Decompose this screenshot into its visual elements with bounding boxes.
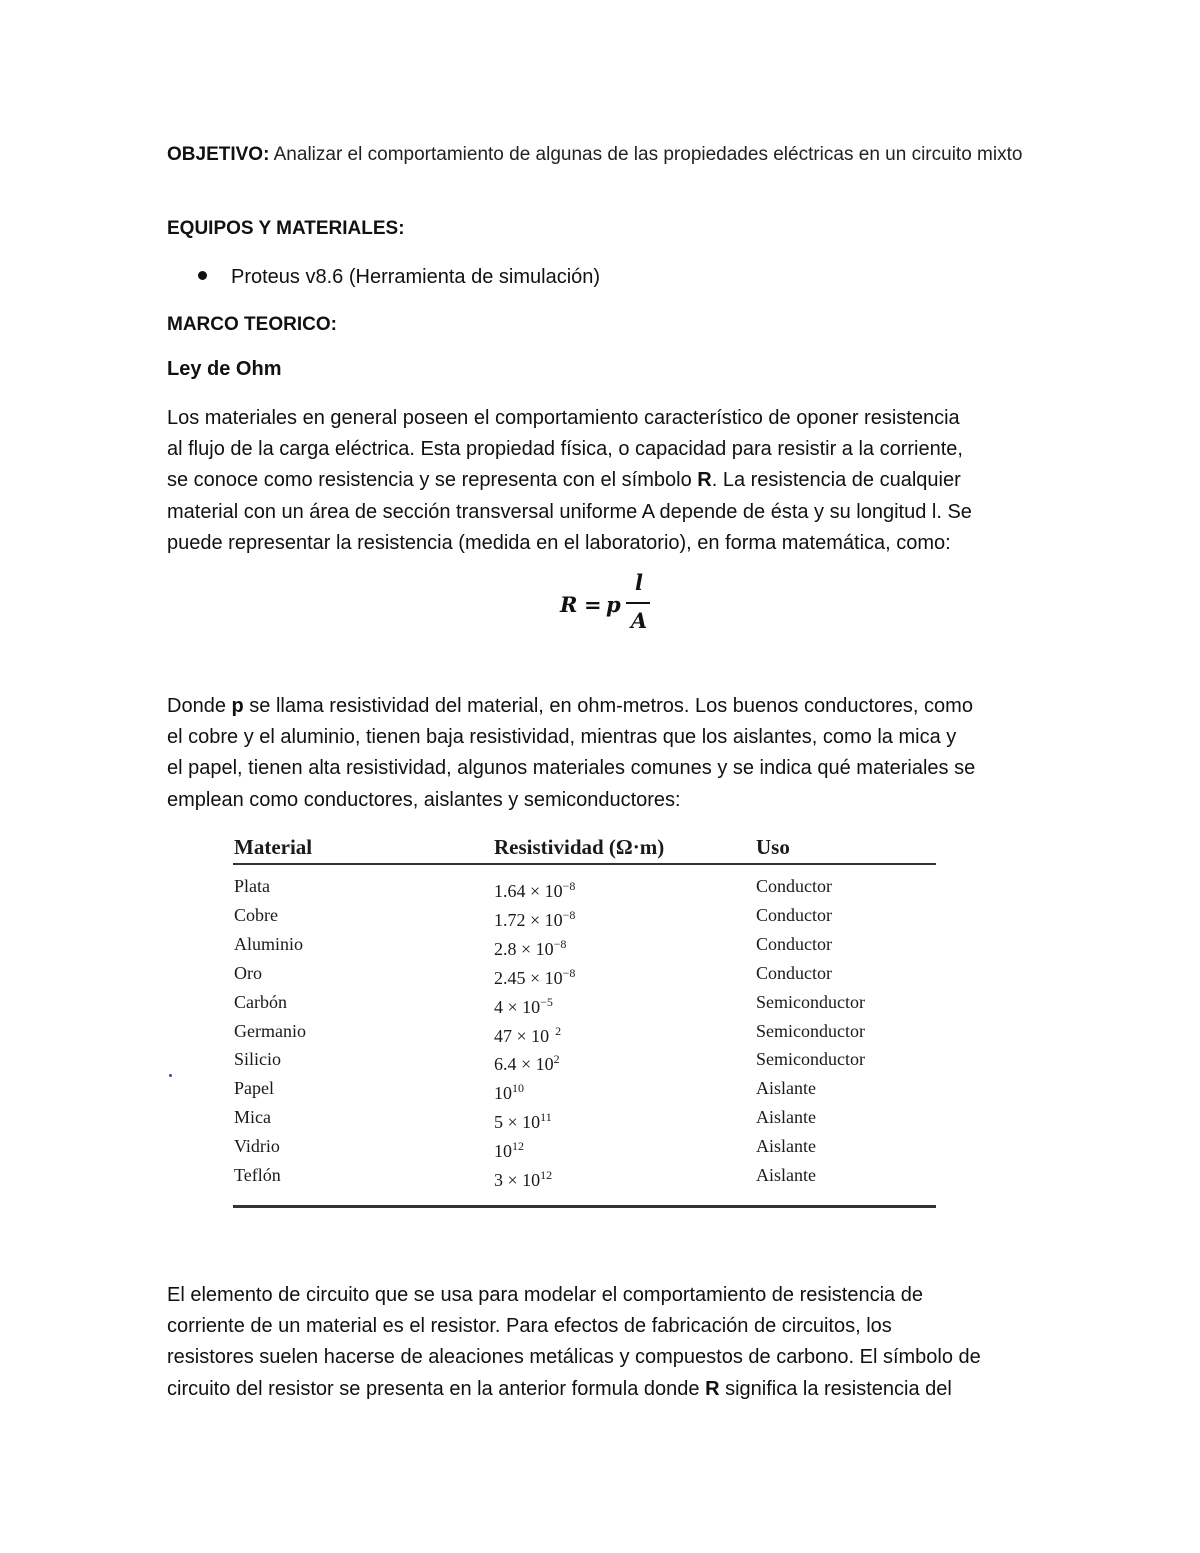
cell-uso: Aislante bbox=[756, 1078, 816, 1099]
text-line: puede representar la resistencia (medida en el laboratorio), en forma matemática, como: bbox=[167, 531, 951, 554]
cell-material: Papel bbox=[234, 1078, 274, 1099]
cell-uso: Conductor bbox=[756, 962, 832, 983]
ley-ohm-subheading: Ley de Ohm bbox=[167, 358, 282, 380]
table-row bbox=[233, 1132, 937, 1161]
resistividad-exponent: 2 bbox=[553, 1052, 560, 1067]
resistividad-base: 1.64 × 10 bbox=[494, 881, 563, 901]
symbol-p: p bbox=[231, 695, 244, 717]
formula-lhs: R bbox=[560, 592, 578, 617]
formula-equals: = bbox=[584, 592, 602, 617]
formula-numerator: l bbox=[635, 570, 643, 595]
resistividad-base: 5 × 10 bbox=[494, 1112, 541, 1133]
resistencia-paragraph bbox=[167, 403, 1047, 559]
text-span: Donde bbox=[167, 695, 232, 717]
text-line bbox=[167, 691, 1047, 722]
table-row bbox=[233, 959, 937, 988]
formula-coefficient: p bbox=[606, 592, 621, 617]
cell-material: Teflón bbox=[234, 1165, 281, 1185]
resistividad-exponent: −5 bbox=[540, 994, 553, 1009]
cell-material: Silicio bbox=[234, 1049, 282, 1070]
text-span: se conoce como resistencia y se representa con el símbolo bbox=[167, 469, 698, 492]
equipos-list-item bbox=[198, 266, 600, 289]
resistividad-exponent: −8 bbox=[553, 936, 567, 951]
text-span: circuito del resistor se presenta en la anterior formula donde bbox=[167, 1377, 706, 1400]
table-header-resistividad: Resistividad (Ω·m) bbox=[494, 835, 665, 859]
text-line: al flujo de la carga eléctrica. Esta propiedad física, o capacidad para resistir a la corriente, bbox=[167, 438, 963, 461]
resistividad-exponent: 11 bbox=[540, 1110, 552, 1125]
cell-material: Vidrio bbox=[234, 1136, 280, 1157]
marco-heading: MARCO TEORICO: bbox=[167, 314, 337, 335]
resistor-paragraph bbox=[167, 1280, 1047, 1405]
cell-material: Oro bbox=[234, 962, 262, 983]
resistividad-exponent: −8 bbox=[562, 879, 576, 893]
cell-uso: Conductor bbox=[756, 876, 832, 896]
fraction-bar bbox=[626, 602, 650, 604]
cell-uso: Semiconductor bbox=[756, 1049, 865, 1070]
cell-uso: Conductor bbox=[756, 933, 832, 954]
table-header-uso: Uso bbox=[756, 835, 790, 859]
resistivity-table bbox=[233, 832, 937, 1210]
resistividad-base: 3 × 10 bbox=[494, 1170, 541, 1190]
text-span: significa la resistencia del bbox=[719, 1377, 952, 1400]
resistividad-paragraph bbox=[167, 691, 1047, 816]
cell-uso: Aislante bbox=[756, 1107, 816, 1128]
table-row bbox=[233, 872, 937, 901]
text-line: emplean como conductores, aislantes y semiconductores: bbox=[167, 788, 681, 811]
text-line: material con un área de sección transversal uniforme A depende de ésta y su longitud l. Se bbox=[167, 500, 972, 523]
equipos-item-text: Proteus v8.6 (Herramienta de simulación) bbox=[231, 266, 601, 288]
table-row bbox=[233, 1074, 937, 1103]
cell-resistividad bbox=[494, 1161, 552, 1195]
text-line: Los materiales en general poseen el comportamiento característico de oponer resistencia bbox=[167, 407, 960, 429]
text-line: el papel, tienen alta resistividad, algunos materiales comunes y se indica qué materiales se bbox=[167, 757, 976, 780]
cell-uso: Aislante bbox=[756, 1165, 816, 1185]
text-line bbox=[167, 1374, 1047, 1405]
resistividad-base: 47 × 10 bbox=[494, 1025, 550, 1046]
table-top-rule bbox=[233, 863, 936, 865]
resistividad-exponent: 12 bbox=[512, 1139, 524, 1154]
resistividad-base: 10 bbox=[494, 1083, 512, 1104]
table-bottom-rule bbox=[233, 1205, 936, 1208]
resistividad-base: 10 bbox=[494, 1141, 512, 1162]
table-row bbox=[233, 1103, 937, 1132]
cell-material: Plata bbox=[234, 876, 270, 896]
resistividad-exponent: 2 bbox=[549, 1023, 562, 1038]
stray-mark bbox=[169, 1074, 172, 1077]
cell-material: Germanio bbox=[234, 1020, 306, 1041]
text-line: corriente de un material es el resistor. Para efectos de fabricación de circuitos, los bbox=[167, 1315, 892, 1338]
resistividad-base: 6.4 × 10 bbox=[494, 1054, 554, 1075]
symbol-r: R bbox=[705, 1377, 720, 1400]
objetivo-text: Analizar el comportamiento de algunas de las propiedades eléctricas en un circuito mixto bbox=[269, 144, 1023, 165]
formula-denominator: A bbox=[630, 608, 648, 633]
table-row bbox=[233, 988, 937, 1017]
table-row bbox=[233, 1017, 937, 1046]
table-row bbox=[233, 930, 937, 959]
cell-uso: Semiconductor bbox=[756, 991, 865, 1012]
equipos-heading: EQUIPOS Y MATERIALES: bbox=[167, 218, 405, 239]
text-line bbox=[167, 465, 1047, 496]
ohm-formula bbox=[560, 572, 720, 636]
resistividad-base: 1.72 × 10 bbox=[494, 909, 563, 930]
resistividad-exponent: −8 bbox=[562, 907, 576, 922]
table-row bbox=[233, 901, 937, 930]
symbol-r: R bbox=[697, 469, 712, 492]
objetivo-paragraph bbox=[167, 140, 1047, 169]
resistividad-exponent: 10 bbox=[512, 1081, 524, 1096]
objetivo-label: OBJETIVO: bbox=[167, 144, 270, 165]
text-span: se llama resistividad del material, en ohm-metros. Los buenos conductores, como bbox=[243, 695, 973, 717]
cell-uso: Conductor bbox=[756, 904, 832, 925]
text-line: resistores suelen hacerse de aleaciones metálicas y compuestos de carbono. El símbolo de bbox=[167, 1346, 981, 1369]
cell-material: Mica bbox=[234, 1107, 271, 1128]
cell-material: Carbón bbox=[234, 991, 287, 1012]
resistividad-exponent: −8 bbox=[562, 965, 576, 980]
resistividad-exponent: 12 bbox=[540, 1168, 553, 1182]
resistividad-base: 4 × 10 bbox=[494, 996, 541, 1017]
cell-uso: Aislante bbox=[756, 1136, 816, 1157]
table-row bbox=[233, 1045, 937, 1074]
resistividad-base: 2.45 × 10 bbox=[494, 967, 563, 988]
table-header-material: Material bbox=[234, 835, 313, 859]
text-line: el cobre y el aluminio, tienen baja resistividad, mientras que los aislantes, como la mica y bbox=[167, 726, 957, 749]
text-line: El elemento de circuito que se usa para modelar el comportamiento de resistencia de bbox=[167, 1284, 923, 1306]
table-row bbox=[233, 1161, 937, 1190]
cell-material: Cobre bbox=[234, 904, 278, 925]
bullet-icon bbox=[198, 271, 207, 280]
text-span: . La resistencia de cualquier bbox=[711, 469, 961, 492]
resistividad-base: 2.8 × 10 bbox=[494, 938, 554, 959]
cell-uso: Semiconductor bbox=[756, 1020, 865, 1041]
cell-material: Aluminio bbox=[234, 933, 304, 954]
